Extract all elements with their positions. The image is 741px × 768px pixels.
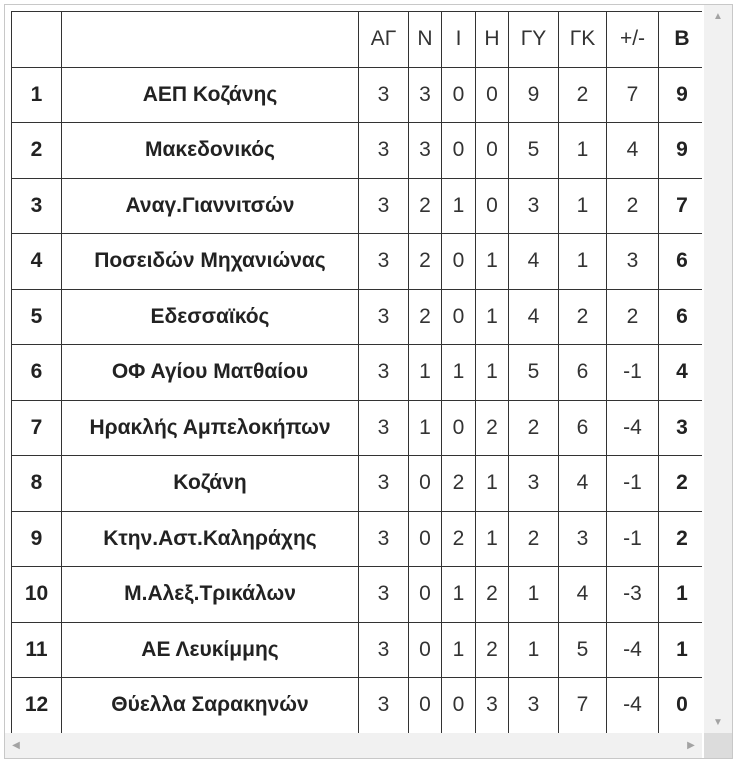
row-position: 5	[12, 289, 62, 345]
row-position: 9	[12, 511, 62, 567]
row-position: 4	[12, 234, 62, 290]
row-losses: 2	[476, 567, 509, 623]
row-goals-against: 6	[559, 345, 607, 401]
table-row	[12, 567, 703, 623]
row-goals-for: 2	[509, 400, 559, 456]
row-played: 3	[359, 678, 409, 734]
row-played: 3	[359, 511, 409, 567]
row-goals-for: 5	[509, 123, 559, 179]
row-goal-diff: -4	[607, 400, 659, 456]
row-team-name: Εδεσσαϊκός	[62, 289, 359, 345]
row-position: 11	[12, 622, 62, 678]
row-wins: 1	[409, 400, 442, 456]
row-points: 9	[659, 123, 703, 179]
row-goals-against: 3	[559, 511, 607, 567]
row-draws: 2	[442, 511, 476, 567]
row-goal-diff: 4	[607, 123, 659, 179]
row-goals-for: 4	[509, 234, 559, 290]
row-goal-diff: -1	[607, 456, 659, 512]
row-goals-for: 4	[509, 289, 559, 345]
row-goal-diff: -3	[607, 567, 659, 623]
row-team-name: Κτην.Αστ.Καληράχης	[62, 511, 359, 567]
row-goals-for: 2	[509, 511, 559, 567]
row-draws: 0	[442, 400, 476, 456]
table-row	[12, 345, 703, 401]
row-position: 6	[12, 345, 62, 401]
row-draws: 0	[442, 678, 476, 734]
header-draws: Ι	[442, 12, 476, 68]
row-goals-for: 1	[509, 567, 559, 623]
table-row	[12, 67, 703, 123]
row-goal-diff: 3	[607, 234, 659, 290]
row-goals-against: 4	[559, 567, 607, 623]
row-played: 3	[359, 234, 409, 290]
row-draws: 1	[442, 178, 476, 234]
row-losses: 1	[476, 456, 509, 512]
row-played: 3	[359, 622, 409, 678]
horizontal-scrollbar[interactable]	[5, 733, 702, 758]
row-team-name: Ποσειδών Μηχανιώνας	[62, 234, 359, 290]
vertical-scroll-thumb[interactable]	[709, 29, 727, 711]
row-goals-for: 3	[509, 678, 559, 734]
scroll-up-arrow-icon[interactable]: ▲	[713, 10, 723, 22]
row-played: 3	[359, 123, 409, 179]
header-losses: Η	[476, 12, 509, 68]
row-wins: 0	[409, 678, 442, 734]
row-losses: 0	[476, 178, 509, 234]
row-draws: 0	[442, 234, 476, 290]
row-goals-against: 6	[559, 400, 607, 456]
row-points: 2	[659, 456, 703, 512]
row-position: 12	[12, 678, 62, 734]
row-goals-against: 2	[559, 289, 607, 345]
standings-table	[11, 11, 702, 733]
row-team-name: Θύελλα Σαρακηνών	[62, 678, 359, 734]
row-points: 6	[659, 234, 703, 290]
row-draws: 1	[442, 567, 476, 623]
row-goals-against: 7	[559, 678, 607, 734]
row-goal-diff: -4	[607, 678, 659, 734]
row-played: 3	[359, 345, 409, 401]
row-position: 3	[12, 178, 62, 234]
row-team-name: Κοζάνη	[62, 456, 359, 512]
row-points: 1	[659, 622, 703, 678]
table-row	[12, 234, 703, 290]
row-losses: 1	[476, 345, 509, 401]
row-goals-against: 5	[559, 622, 607, 678]
row-played: 3	[359, 456, 409, 512]
row-draws: 2	[442, 456, 476, 512]
row-points: 3	[659, 400, 703, 456]
row-played: 3	[359, 567, 409, 623]
row-team-name: ΟΦ Αγίου Ματθαίου	[62, 345, 359, 401]
row-losses: 3	[476, 678, 509, 734]
row-team-name: ΑΕ Λευκίμμης	[62, 622, 359, 678]
row-losses: 2	[476, 622, 509, 678]
row-goal-diff: 2	[607, 178, 659, 234]
row-goals-against: 1	[559, 178, 607, 234]
table-row	[12, 678, 703, 734]
row-goals-against: 2	[559, 67, 607, 123]
table-row	[12, 511, 703, 567]
row-losses: 1	[476, 511, 509, 567]
row-team-name: Μ.Αλεξ.Τρικάλων	[62, 567, 359, 623]
row-losses: 1	[476, 234, 509, 290]
row-losses: 1	[476, 289, 509, 345]
header-pos	[12, 12, 62, 68]
header-played: ΑΓ	[359, 12, 409, 68]
row-points: 2	[659, 511, 703, 567]
row-points: 6	[659, 289, 703, 345]
row-points: 1	[659, 567, 703, 623]
row-goals-for: 5	[509, 345, 559, 401]
row-wins: 2	[409, 178, 442, 234]
row-goals-against: 1	[559, 123, 607, 179]
row-losses: 0	[476, 123, 509, 179]
row-played: 3	[359, 67, 409, 123]
header-row	[12, 12, 703, 68]
row-wins: 0	[409, 567, 442, 623]
row-points: 0	[659, 678, 703, 734]
row-wins: 2	[409, 234, 442, 290]
scrollbar-corner	[704, 733, 732, 758]
row-position: 1	[12, 67, 62, 123]
row-goals-for: 3	[509, 456, 559, 512]
row-position: 10	[12, 567, 62, 623]
row-goals-against: 1	[559, 234, 607, 290]
row-played: 3	[359, 178, 409, 234]
row-goal-diff: -4	[607, 622, 659, 678]
row-goal-diff: 2	[607, 289, 659, 345]
row-goals-for: 9	[509, 67, 559, 123]
header-team	[62, 12, 359, 68]
standings-frame	[4, 4, 733, 759]
row-wins: 3	[409, 67, 442, 123]
scroll-right-arrow-icon[interactable]: ▶	[687, 740, 695, 751]
table-row	[12, 178, 703, 234]
row-draws: 0	[442, 123, 476, 179]
scroll-down-arrow-icon[interactable]: ▼	[713, 716, 723, 728]
row-goals-against: 4	[559, 456, 607, 512]
table-row	[12, 400, 703, 456]
row-team-name: Ηρακλής Αμπελοκήπων	[62, 400, 359, 456]
row-goals-for: 1	[509, 622, 559, 678]
row-goal-diff: -1	[607, 345, 659, 401]
row-wins: 2	[409, 289, 442, 345]
header-goal-diff: +/-	[607, 12, 659, 68]
vertical-scrollbar[interactable]	[704, 5, 732, 733]
header-wins: Ν	[409, 12, 442, 68]
header-goals-against: ΓΚ	[559, 12, 607, 68]
row-team-name: Μακεδονικός	[62, 123, 359, 179]
row-team-name: ΑΕΠ Κοζάνης	[62, 67, 359, 123]
row-points: 9	[659, 67, 703, 123]
row-team-name: Αναγ.Γιαννιτσών	[62, 178, 359, 234]
row-played: 3	[359, 289, 409, 345]
table-viewport	[5, 5, 702, 733]
row-played: 3	[359, 400, 409, 456]
row-wins: 0	[409, 456, 442, 512]
table-row	[12, 123, 703, 179]
row-position: 2	[12, 123, 62, 179]
table-row	[12, 289, 703, 345]
table-row	[12, 456, 703, 512]
row-wins: 1	[409, 345, 442, 401]
row-position: 7	[12, 400, 62, 456]
scroll-left-arrow-icon[interactable]: ◀	[12, 740, 20, 751]
row-goal-diff: 7	[607, 67, 659, 123]
row-points: 4	[659, 345, 703, 401]
row-goals-for: 3	[509, 178, 559, 234]
header-points: Β	[659, 12, 703, 68]
row-wins: 0	[409, 511, 442, 567]
table-row	[12, 622, 703, 678]
row-losses: 0	[476, 67, 509, 123]
row-goal-diff: -1	[607, 511, 659, 567]
row-wins: 3	[409, 123, 442, 179]
header-goals-for: ΓΥ	[509, 12, 559, 68]
row-points: 7	[659, 178, 703, 234]
row-draws: 0	[442, 67, 476, 123]
row-wins: 0	[409, 622, 442, 678]
row-draws: 1	[442, 622, 476, 678]
row-draws: 1	[442, 345, 476, 401]
row-draws: 0	[442, 289, 476, 345]
row-position: 8	[12, 456, 62, 512]
row-losses: 2	[476, 400, 509, 456]
